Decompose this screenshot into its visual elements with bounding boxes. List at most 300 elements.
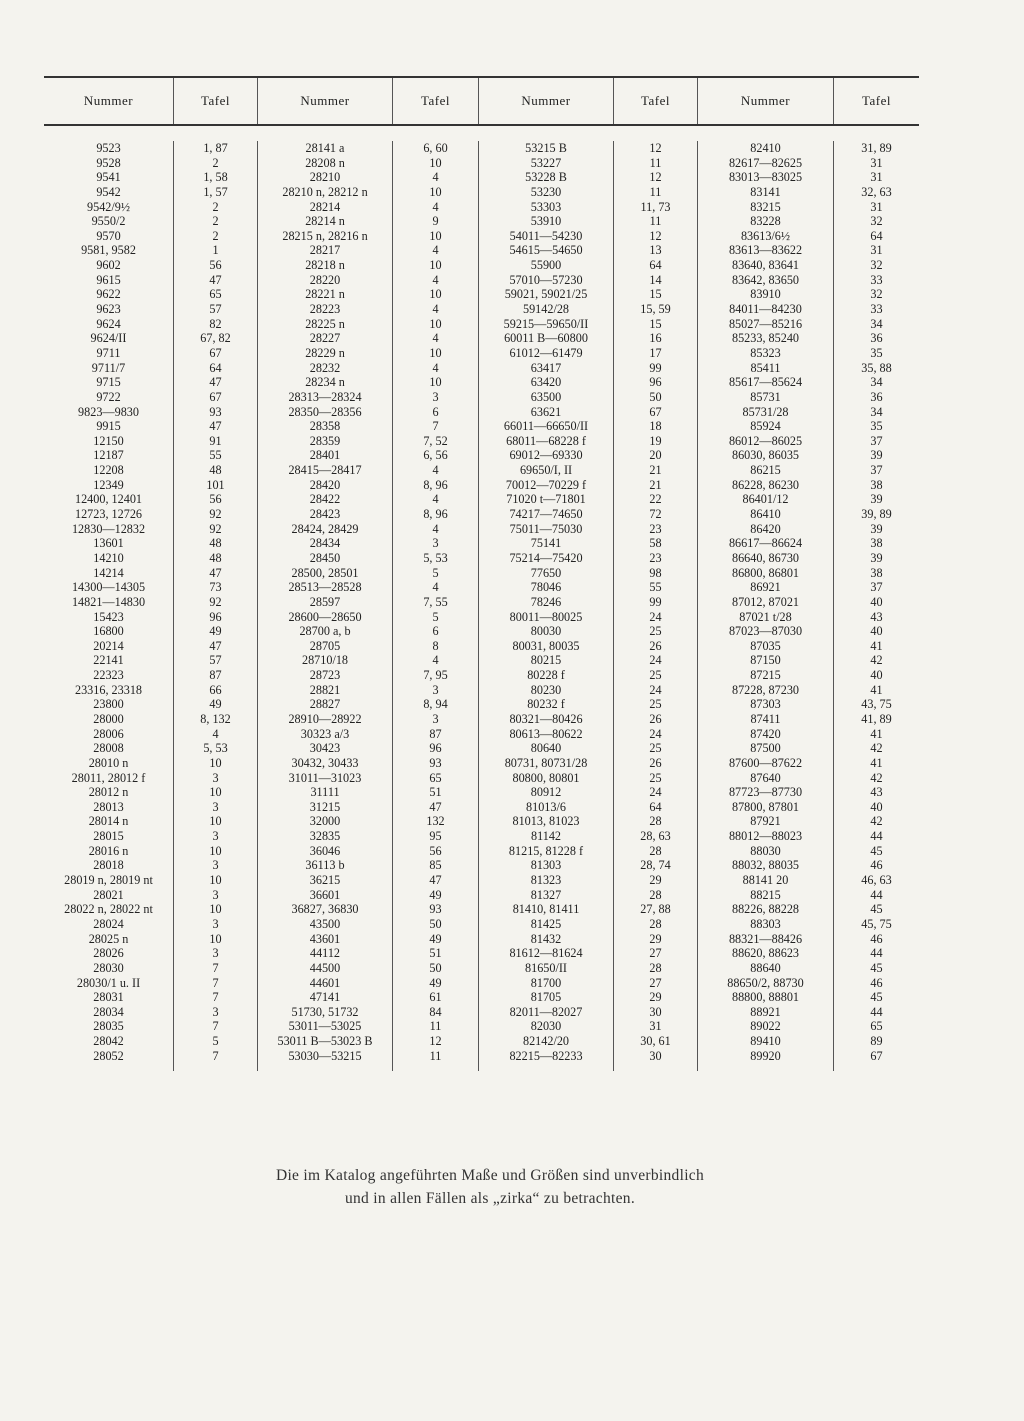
tafel-cell: 9	[432, 214, 439, 229]
nummer-cell: 85411	[750, 360, 781, 375]
tafel-cell: 46	[870, 858, 883, 873]
nummer-cell: 14214	[93, 565, 124, 580]
nummer-cell: 9542	[96, 184, 121, 199]
tafel-cell: 27	[649, 975, 662, 990]
nummer-cell: 63500	[530, 389, 562, 404]
nummer-cell: 83141	[750, 184, 781, 199]
tafel-cell: 5	[432, 609, 439, 624]
tafel-cell: 7	[432, 419, 439, 434]
tafel-cell: 39	[870, 492, 883, 507]
tafel-cell: 43, 75	[861, 697, 892, 712]
tafel-cell: 40	[870, 594, 883, 609]
tafel-cell: 10	[209, 755, 222, 770]
tafel-cell: 31	[870, 243, 883, 258]
nummer-cell: 88226, 88228	[731, 902, 800, 917]
nummer-cell: 12150	[93, 433, 124, 448]
tafel-cell: 11	[649, 155, 662, 170]
nummer-cell: 28022 n, 28022 nt	[64, 902, 153, 917]
nummer-column-1	[44, 141, 174, 1071]
tafel-cell: 15, 59	[640, 302, 671, 317]
tafel-cell: 3	[432, 389, 439, 404]
nummer-cell: 71020 t—71801	[506, 492, 586, 507]
nummer-cell: 31215	[309, 799, 341, 814]
nummer-cell: 85027—85216	[728, 316, 803, 331]
tafel-cell: 93	[429, 902, 442, 917]
nummer-cell: 86215	[750, 463, 781, 478]
tafel-cell: 36	[870, 331, 883, 346]
nummer-cell: 87012, 87021	[731, 594, 800, 609]
tafel-cell: 10	[209, 902, 222, 917]
nummer-cell: 28424, 28429	[291, 521, 359, 536]
nummer-cell: 81425	[530, 916, 562, 931]
tafel-cell: 48	[209, 463, 222, 478]
tafel-cell: 29	[649, 931, 662, 946]
tafel-cell: 24	[649, 682, 662, 697]
tafel-cell: 99	[649, 360, 662, 375]
nummer-cell: 80613—80622	[509, 726, 583, 741]
tafel-cell: 27, 88	[640, 902, 671, 917]
nummer-cell: 44500	[309, 960, 341, 975]
tafel-cell: 28	[649, 960, 662, 975]
tafel-cell: 25	[649, 697, 662, 712]
nummer-cell: 85731	[750, 389, 781, 404]
nummer-cell: 14821—14830	[71, 594, 146, 609]
nummer-cell: 9523	[96, 141, 121, 155]
nummer-cell: 88321—88426	[728, 931, 803, 946]
tafel-cell: 3	[212, 1004, 219, 1019]
tafel-cell: 84	[429, 1004, 442, 1019]
tafel-cell: 4	[432, 580, 439, 595]
tafel-cell: 85	[429, 858, 442, 873]
tafel-cell: 96	[429, 741, 442, 756]
tafel-cell: 29	[649, 990, 662, 1005]
tafel-cell: 12	[649, 141, 662, 155]
nummer-cell: 28019 n, 28019 nt	[64, 873, 153, 888]
nummer-cell: 88640	[750, 960, 781, 975]
nummer-cell: 75214—75420	[509, 550, 583, 565]
nummer-cell: 87021 t/28	[739, 609, 792, 624]
nummer-cell: 30423	[309, 741, 341, 756]
nummer-cell: 28024	[93, 916, 124, 931]
tafel-cell: 10	[209, 843, 222, 858]
nummer-cell: 44601	[309, 975, 341, 990]
tafel-cell: 42	[870, 814, 883, 829]
nummer-cell: 9823—9830	[78, 404, 139, 419]
nummer-cell: 53215 B	[525, 141, 567, 155]
nummer-cell: 32835	[309, 829, 341, 844]
nummer-cell: 87150	[750, 653, 781, 668]
tafel-cell: 4	[432, 653, 439, 668]
nummer-cell: 28600—28650	[288, 609, 362, 624]
tafel-cell: 49	[209, 697, 222, 712]
nummer-cell: 86012—86025	[728, 433, 803, 448]
tafel-cell: 72	[649, 507, 662, 522]
nummer-cell: 88650/2, 88730	[727, 975, 804, 990]
nummer-cell: 83910	[750, 287, 781, 302]
tafel-cell: 4	[432, 170, 439, 185]
nummer-cell: 83640, 83641	[731, 258, 800, 273]
nummer-cell: 47141	[309, 990, 341, 1005]
nummer-cell: 36113 b	[305, 858, 345, 873]
tafel-cell: 67	[870, 1048, 883, 1063]
tafel-cell: 28	[649, 843, 662, 858]
nummer-cell: 82030	[530, 1019, 562, 1034]
tafel-cell: 4	[212, 726, 219, 741]
tafel-cell: 30, 61	[640, 1034, 671, 1049]
nummer-cell: 28232	[309, 360, 341, 375]
nummer-cell: 60011 B—60800	[504, 331, 588, 346]
nummer-cell: 87600—87622	[728, 755, 803, 770]
tafel-cell: 4	[432, 243, 439, 258]
tafel-cell: 46	[870, 931, 883, 946]
nummer-cell: 9711	[96, 345, 121, 360]
tafel-cell: 47	[209, 565, 222, 580]
tafel-cell: 65	[870, 1019, 883, 1034]
tafel-cell: 23	[649, 550, 662, 565]
nummer-cell: 81700	[530, 975, 562, 990]
tafel-cell: 2	[212, 214, 219, 229]
tafel-cell: 28	[649, 814, 662, 829]
tafel-cell: 27	[649, 946, 662, 961]
nummer-cell: 30323 a/3	[300, 726, 350, 741]
nummer-cell: 28014 n	[88, 814, 129, 829]
nummer-cell: 53303	[530, 199, 562, 214]
nummer-column-4	[698, 141, 834, 1071]
nummer-cell: 75011—75030	[509, 521, 583, 536]
tafel-cell: 42	[870, 653, 883, 668]
nummer-cell: 63420	[530, 375, 562, 390]
tafel-cell: 40	[870, 624, 883, 639]
tafel-cell: 34	[870, 375, 883, 390]
tafel-cell: 45	[870, 843, 883, 858]
nummer-cell: 80640	[530, 741, 562, 756]
tafel-cell: 5, 53	[423, 550, 448, 565]
nummer-cell: 86410	[750, 507, 781, 522]
nummer-cell: 81013, 81023	[512, 814, 580, 829]
tafel-cell: 92	[209, 521, 222, 536]
nummer-cell: 53227	[530, 155, 562, 170]
nummer-cell: 28723	[309, 668, 341, 683]
nummer-cell: 78046	[530, 580, 562, 595]
tafel-cell: 23	[649, 521, 662, 536]
nummer-cell: 86228, 86230	[731, 477, 800, 492]
tafel-cell: 55	[649, 580, 662, 595]
nummer-cell: 68011—68228 f	[506, 433, 586, 448]
nummer-cell: 14300—14305	[71, 580, 146, 595]
nummer-cell: 87215	[750, 668, 781, 683]
tafel-cell: 37	[870, 580, 883, 595]
nummer-cell: 83215	[750, 199, 781, 214]
tafel-cell: 7	[212, 1019, 219, 1034]
tafel-cell: 48	[209, 550, 222, 565]
nummer-cell: 53011—53025	[288, 1019, 362, 1034]
nummer-cell: 43601	[309, 931, 341, 946]
tafel-cell: 24	[649, 609, 662, 624]
tafel-cell: 10	[429, 258, 442, 273]
nummer-cell: 28030/1 u. II	[76, 975, 141, 990]
nummer-cell: 54011—54230	[509, 228, 583, 243]
footnote	[150, 1164, 830, 1210]
tafel-cell: 11	[649, 214, 662, 229]
nummer-cell: 22323	[93, 668, 124, 683]
nummer-cell: 28705	[309, 638, 341, 653]
tafel-cell: 2	[212, 199, 219, 214]
nummer-cell: 87500	[750, 741, 781, 756]
tafel-cell: 35	[870, 419, 883, 434]
nummer-cell: 28000	[93, 711, 124, 726]
tafel-cell: 92	[209, 507, 222, 522]
nummer-cell: 28026	[93, 946, 124, 961]
nummer-cell: 80800, 80801	[512, 770, 580, 785]
nummer-cell: 57010—57230	[509, 272, 583, 287]
tafel-cell: 11	[429, 1019, 442, 1034]
nummer-cell: 69650/I, II	[519, 463, 573, 478]
tafel-cell: 11, 73	[640, 199, 671, 214]
nummer-cell: 28401	[309, 448, 341, 463]
nummer-cell: 9602	[96, 258, 121, 273]
tafel-cell: 30	[649, 1048, 662, 1063]
tafel-cell: 28, 63	[640, 829, 671, 844]
tafel-cell: 28, 74	[640, 858, 671, 873]
tafel-cell: 8	[432, 638, 439, 653]
tafel-cell: 8, 96	[423, 477, 448, 492]
tafel-cell: 96	[209, 609, 222, 624]
tafel-cell: 38	[870, 565, 883, 580]
nummer-cell: 28031	[93, 990, 124, 1005]
nummer-cell: 12349	[93, 477, 124, 492]
nummer-cell: 53910	[530, 214, 562, 229]
tafel-cell: 42	[870, 741, 883, 756]
tafel-cell: 25	[649, 770, 662, 785]
tafel-cell: 2	[212, 155, 219, 170]
nummer-cell: 88921	[750, 1004, 781, 1019]
nummer-cell: 36601	[309, 887, 341, 902]
tafel-cell: 3	[212, 799, 219, 814]
tafel-cell: 10	[209, 814, 222, 829]
tafel-column-4	[834, 141, 919, 1071]
tafel-cell: 6, 56	[423, 448, 448, 463]
tafel-cell: 93	[209, 404, 222, 419]
nummer-cell: 36215	[309, 873, 341, 888]
nummer-cell: 28218 n	[305, 258, 345, 273]
header-tafel-4: Tafel	[861, 93, 891, 108]
nummer-cell: 87800, 87801	[731, 799, 800, 814]
nummer-cell: 80731, 80731/28	[504, 755, 588, 770]
nummer-cell: 28214	[309, 199, 341, 214]
tafel-cell: 4	[432, 360, 439, 375]
nummer-cell: 80030	[530, 624, 562, 639]
tafel-cell: 31	[870, 155, 883, 170]
nummer-cell: 87640	[750, 770, 781, 785]
tafel-cell: 39, 89	[861, 507, 892, 522]
nummer-cell: 28018	[93, 858, 124, 873]
nummer-cell: 87420	[750, 726, 781, 741]
tafel-cell: 45	[870, 960, 883, 975]
nummer-cell: 12208	[93, 463, 124, 478]
tafel-cell: 43	[870, 609, 883, 624]
nummer-cell: 28513—28528	[288, 580, 362, 595]
nummer-cell: 86420	[750, 521, 781, 536]
nummer-cell: 28013	[93, 799, 124, 814]
nummer-cell: 88215	[750, 887, 781, 902]
tafel-cell: 42	[870, 770, 883, 785]
tafel-cell: 66	[209, 682, 222, 697]
tafel-cell: 49	[429, 931, 442, 946]
nummer-cell: 88012—88023	[728, 829, 803, 844]
tafel-cell: 36	[870, 389, 883, 404]
nummer-cell: 28500, 28501	[291, 565, 359, 580]
nummer-cell: 12400, 12401	[74, 492, 143, 507]
tafel-cell: 17	[649, 345, 662, 360]
nummer-cell: 31011—31023	[288, 770, 362, 785]
nummer-cell: 88141 20	[742, 873, 789, 888]
tafel-cell: 10	[429, 345, 442, 360]
tafel-cell: 56	[209, 492, 222, 507]
nummer-cell: 80011—80025	[509, 609, 583, 624]
header-tafel-1: Tafel	[174, 78, 258, 124]
nummer-cell: 9711/7	[91, 360, 126, 375]
table-header-row	[44, 78, 919, 126]
nummer-cell: 28006	[93, 726, 124, 741]
nummer-cell: 87303	[750, 697, 781, 712]
tafel-cell: 10	[209, 931, 222, 946]
nummer-cell: 9541	[96, 170, 121, 185]
tafel-cell: 24	[649, 785, 662, 800]
nummer-cell: 59215—59650/II	[503, 316, 589, 331]
nummer-cell: 89022	[750, 1019, 781, 1034]
tafel-cell: 7, 95	[423, 668, 448, 683]
nummer-cell: 77650	[530, 565, 562, 580]
nummer-cell: 28710/18	[301, 653, 349, 668]
tafel-cell: 5, 53	[203, 741, 228, 756]
nummer-cell: 28229 n	[305, 345, 345, 360]
nummer-cell: 28420	[309, 477, 341, 492]
nummer-cell: 28208 n	[305, 155, 345, 170]
nummer-cell: 28217	[309, 243, 341, 258]
tafel-cell: 31, 89	[861, 141, 892, 155]
nummer-cell: 28450	[309, 550, 341, 565]
tafel-cell: 39	[870, 521, 883, 536]
tafel-cell: 64	[870, 228, 883, 243]
tafel-cell: 30	[649, 1004, 662, 1019]
nummer-cell: 80215	[530, 653, 562, 668]
tafel-cell: 21	[649, 477, 662, 492]
table-body	[44, 126, 919, 1071]
tafel-cell: 8, 132	[200, 711, 231, 726]
tafel-cell: 25	[649, 624, 662, 639]
nummer-cell: 88620, 88623	[731, 946, 800, 961]
tafel-cell: 10	[429, 316, 442, 331]
tafel-cell: 33	[870, 302, 883, 317]
tafel-cell: 50	[649, 389, 662, 404]
nummer-cell: 80321—80426	[509, 711, 583, 726]
nummer-cell: 81705	[530, 990, 562, 1005]
nummer-cell: 28359	[309, 433, 341, 448]
tafel-cell: 46	[870, 975, 883, 990]
tafel-cell: 64	[649, 799, 662, 814]
nummer-cell: 28234 n	[305, 375, 345, 390]
nummer-cell: 83613—83622	[728, 243, 803, 258]
tafel-cell: 38	[870, 477, 883, 492]
nummer-cell: 88303	[750, 916, 781, 931]
tafel-cell: 73	[209, 580, 222, 595]
tafel-cell: 3	[212, 887, 219, 902]
nummer-cell: 85924	[750, 419, 781, 434]
tafel-cell: 16	[649, 331, 662, 346]
nummer-cell: 84011—84230	[729, 302, 802, 317]
nummer-cell: 28422	[309, 492, 341, 507]
header-nummer-3: Nummer	[479, 78, 614, 124]
tafel-cell: 40	[870, 799, 883, 814]
tafel-cell: 58	[649, 536, 662, 551]
tafel-cell: 10	[209, 785, 222, 800]
nummer-cell: 28141 a	[305, 141, 345, 155]
nummer-cell: 82617—82625	[728, 155, 803, 170]
nummer-cell: 28215 n, 28216 n	[282, 228, 368, 243]
nummer-cell: 80232 f	[527, 697, 565, 712]
tafel-cell: 35, 88	[861, 360, 892, 375]
nummer-cell: 63417	[530, 360, 562, 375]
nummer-cell: 87921	[750, 814, 781, 829]
nummer-cell: 28025 n	[88, 931, 129, 946]
nummer-cell: 36046	[309, 843, 341, 858]
tafel-cell: 5	[212, 1034, 219, 1049]
nummer-cell: 28350—28356	[288, 404, 362, 419]
tafel-cell: 65	[429, 770, 442, 785]
nummer-cell: 89920	[750, 1048, 781, 1063]
nummer-cell: 87411	[750, 711, 781, 726]
tafel-cell: 47	[209, 638, 222, 653]
tafel-cell: 10	[429, 287, 442, 302]
tafel-cell: 46, 63	[861, 873, 892, 888]
nummer-cell: 9623	[96, 302, 121, 317]
tafel-cell: 44	[870, 1004, 883, 1019]
nummer-cell: 85233, 85240	[731, 331, 800, 346]
nummer-cell: 23800	[93, 697, 124, 712]
tafel-cell: 1, 87	[203, 141, 228, 155]
tafel-cell: 7	[212, 975, 219, 990]
tafel-cell: 6	[432, 624, 439, 639]
nummer-cell: 28223	[309, 302, 341, 317]
nummer-cell: 81410, 81411	[512, 902, 580, 917]
nummer-cell: 80230	[530, 682, 562, 697]
tafel-cell: 56	[209, 258, 222, 273]
nummer-cell: 86617—86624	[728, 536, 803, 551]
tafel-cell: 47	[209, 272, 222, 287]
header-nummer-4: Nummer	[698, 78, 834, 124]
tafel-cell: 24	[649, 653, 662, 668]
tafel-cell: 92	[209, 594, 222, 609]
tafel-cell: 45	[870, 902, 883, 917]
tafel-cell: 10	[429, 155, 442, 170]
tafel-cell: 93	[429, 755, 442, 770]
nummer-cell: 12830—12832	[71, 521, 146, 536]
tafel-cell: 4	[432, 272, 439, 287]
nummer-cell: 81142	[530, 829, 562, 844]
tafel-cell: 39	[870, 448, 883, 463]
nummer-cell: 30432, 30433	[291, 755, 359, 770]
tafel-cell: 1, 58	[203, 170, 228, 185]
tafel-cell: 43	[870, 785, 883, 800]
tafel-cell: 14	[649, 272, 662, 287]
nummer-cell: 83613/6½	[740, 228, 791, 243]
header-tafel-3: Tafel	[614, 78, 698, 124]
nummer-cell: 28210	[309, 170, 341, 185]
nummer-cell: 9622	[96, 287, 121, 302]
tafel-cell: 44	[870, 946, 883, 961]
footnote-line-1: Die im Katalog angeführten Maße und Größen sind unverbindlich	[275, 1167, 705, 1184]
tafel-cell: 87	[429, 726, 442, 741]
